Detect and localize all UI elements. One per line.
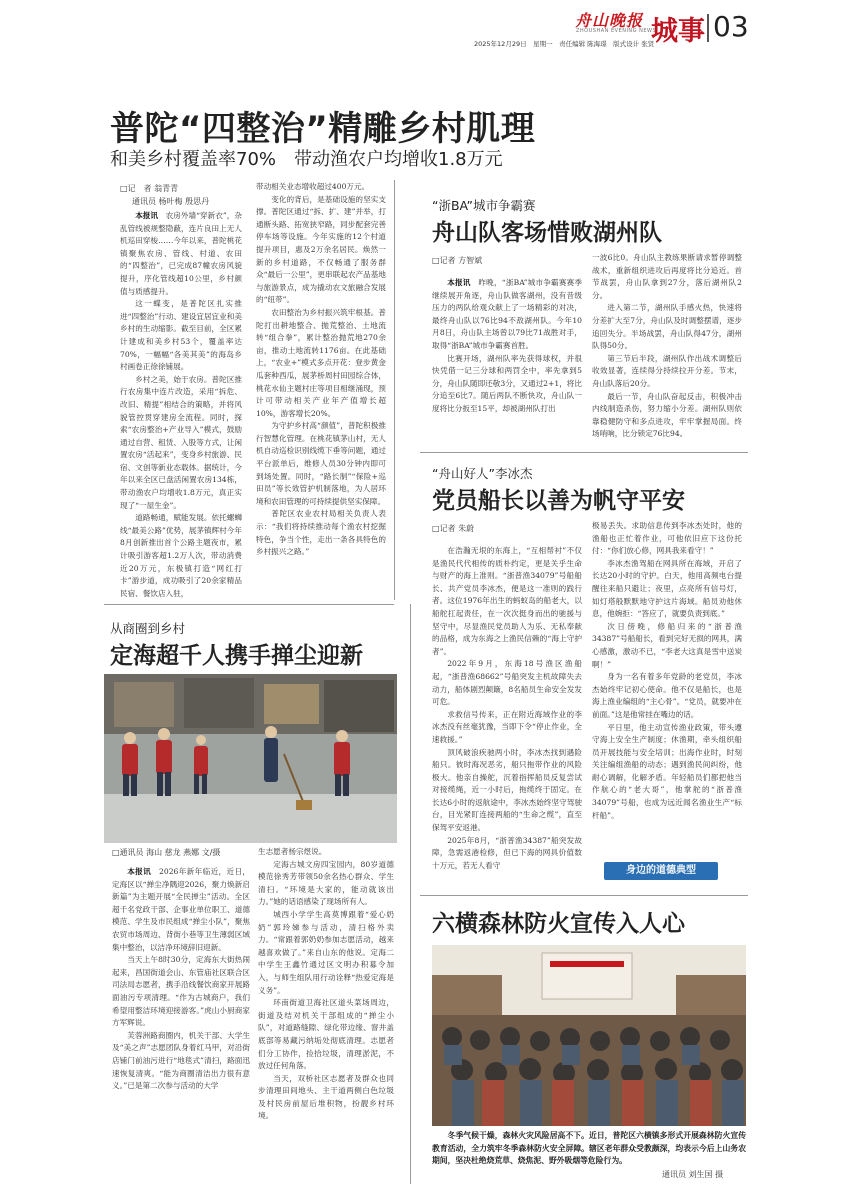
lead-headline: 普陀“四整治”精雕乡村肌理 xyxy=(110,109,536,149)
masthead-section-title: 城事 xyxy=(651,16,705,47)
ba-paragraph: 本报讯 昨晚，“浙BA”城市争霸赛赛季继续展开角逐，舟山队做客湖州，没有昔级压力的两队给观众献上了一场精彩的对决，最终舟山队以76比94不敌湖州队。今年10月8日，舟山队主场曾以79比71战胜对手，取得“浙BA”城市争霸赛首胜。 xyxy=(432,278,582,350)
ba-paragraph: 一波6比0。舟山队主教练果断请求暂停调整战术，重新组织进攻后再度将比分追近。首节战罢，舟山队拿到27分，落后湖州队2分。 xyxy=(592,253,742,300)
volunteer-paragraph: 当天，双桥社区志愿者及群众也同步清理田间地头、主干道两侧白色垃圾及村民房前屋后堆积物，扮靓乡村环境。 xyxy=(258,1073,394,1121)
volunteer-paragraph: 定海古城文房四宝园内，80岁道德模范徐秀芳带领50余名热心群众、学生清扫。“环境是大家的，能动就该出力。”她的话语感染了现场所有人。 xyxy=(258,859,394,907)
lead-column-2 xyxy=(256,181,386,601)
lead-byline-reporter: □记 者 翁青青 xyxy=(120,184,179,193)
party-kicker: “舟山好人”李冰杰 xyxy=(432,466,533,481)
divider-vertical-left xyxy=(394,180,395,600)
fire-credit: 通讯员 刘生国 摄 xyxy=(662,1170,724,1179)
party-paragraph: 求救信号传来，正在附近海域作业的李冰杰没有丝毫犹豫，当即下令“停止作业，全速救援。” xyxy=(432,709,582,744)
volunteer-kicker: 从商圈到乡村 xyxy=(110,621,186,636)
party-column-1 xyxy=(432,545,582,895)
volunteer-column-2 xyxy=(258,846,394,1181)
divider-horizontal-party xyxy=(420,895,748,896)
party-headline: 党员船长以善为帆守平安 xyxy=(432,488,685,514)
ba-column-2 xyxy=(592,252,742,447)
party-column-2 xyxy=(592,520,742,860)
lead-column-1 xyxy=(120,210,242,600)
party-byline: □记者 朱蔚 xyxy=(432,524,475,533)
party-paragraph: 2022年9月，东海18号渔区渔船起，“浙普渔68662”号船突发主机故障失去动力，船体剧烈颠簸，8名船员生命安全发发可危。 xyxy=(432,659,582,707)
lead-byline-correspondent: 通讯员 杨叶梅 殷思丹 xyxy=(132,197,210,206)
volunteer-paragraph: 生志愿者杨宗煜说。 xyxy=(258,847,327,856)
ba-paragraph: 进入第二节，湖州队手感火热，快速将分差扩大至7分，舟山队及时调整摆谱，逐步追回失分。半场战罢，舟山队得47分，湖州队得50分。 xyxy=(592,303,742,351)
volunteer-paragraph: 当天上午8时30分，定海东大街热闹起来，昌国街道会山、东管庙社区联合区司法局志愿者，携手沿线餐饮商家开展路面油污专项清理。“作为古城商户，我们希望用整洁环境迎接游客。”虎山小厨商家方军辉说。 xyxy=(112,955,250,1028)
volunteer-column-1 xyxy=(112,866,250,1181)
lead-paragraph: 普陀区农业农村局相关负责人表示：“我们将持续推动每个渔农村挖掘特色，争当个性，走出一条各具特色的乡村振兴之路。” xyxy=(256,509,386,557)
lead-byline xyxy=(120,182,240,208)
party-tag: 身边的道德典型 xyxy=(604,862,718,880)
ba-byline: □记者 方智斌 xyxy=(432,256,483,265)
fire-headline: 六横森林防火宣传入人心 xyxy=(432,911,685,937)
masthead-logo-en: ZHOUSHAN EVENING NEWS xyxy=(576,28,657,34)
party-paragraph: 李冰杰渔驾船在网具所在海域，开启了长达20小时的守护。白天，他用高频电台提醒往来船只避让；夜里，点亮所有信号灯，如灯塔般默默地守护这片海域。船员劝他休息，他婉拒：“答应了，就要负责到底。” xyxy=(592,558,742,619)
fire-photo-image xyxy=(432,945,746,1126)
ba-column-1 xyxy=(432,277,582,447)
lead-paragraph: 为守护乡村高“颜值”，普陀积极推行智慧化管理。在桃花镇茅山村，无人机自动巡检识别线缆下垂等问题，通过平台派单后，维修人员30分钟内即可到场处置。同时，“路长制”“保险+巡田员”等长效管护机制落地，为人居环境和农田管理的可持续提供坚实保障。 xyxy=(256,421,386,506)
lead-paragraph: 变化的背后，是基础设施的坚实支撑。普陀区通过“拆、扩、建”并举，打通断头路、拓宽狭窄路，同步配套完善停车场等设施。今年实施的12个村道提升项目，惠及2万余名居民。焕然一新的乡村道路，不仅畅通了服务群众“最后一公里”，更串联起农产品基地与旅游景点，成为撬动农文旅融合发展的“纽带”。 xyxy=(256,194,386,305)
divider-horizontal-ba xyxy=(420,452,748,453)
volunteer-photo xyxy=(104,674,397,843)
ba-paragraph: 第三节后半段，湖州队作出战术调整后收效显著，连续得分持续拉开分差。节末，舟山队落后20分。 xyxy=(592,353,742,388)
party-paragraph: 在浩瀚无垠的东海上，“互相帮衬”不仅是渔民代代相传的质朴约定，更是关乎生命与财产的海上准则。“浙普渔34079”号船船长、共产党员李冰杰，便是这一准则的践行者。这位1976年出生的蚂蚁岛的船老大，以船舵扛起责任，在一次次挺身而出的驰援与坚守中，尽显渔民党员助人为乐、无私奉献的品格，成为东海之上渔民信赖的“海上守护者”。 xyxy=(432,546,582,656)
masthead-separator xyxy=(707,14,709,42)
lead-paragraph: 本报讯 农房外墙“穿新衣”，杂乱管线被规整隐蔽，连片良田上无人机巡田穿梭……今年以来，普陀桃花镇聚焦农房、管线、村道、农田的“四整治”，已完成87幢农房风貌提升，序化管线超10公里，乡村颜值与质感提升。 xyxy=(120,211,242,296)
volunteer-paragraph: 城西小学学生高莫博跟着“爱心奶奶”郭玲娣参与活动，清扫格外卖力。“常跟着郭奶奶参加志愿活动，越来越喜欢做了。”来自山东的他说。定海二中学生王鑫竹通过区文明办积募令加入，与师生组队用行动诠释“热爱定海是义务”。 xyxy=(258,909,394,995)
party-paragraph: 身为一名有着多年党龄的老党员，李冰杰始终牢记初心使命。他不仅是船长，也是海上渔业编组的“主心骨”。“党员，就要冲在前面。”这是他常挂在嘴边的话。 xyxy=(592,672,742,719)
lead-paragraph: 带动相关业态增收超过400万元。 xyxy=(256,182,370,191)
masthead xyxy=(0,0,842,90)
volunteer-headline: 定海超千人携手掸尘迎新 xyxy=(110,643,363,669)
ba-kicker: “浙BA”城市争霸赛 xyxy=(432,198,536,213)
page-number: 03 xyxy=(713,10,749,43)
party-paragraph: 2025年8月，“浙普渔34387”船突发故障，急需返港检修，但已下海的网具价值数十万元，若无人看守 xyxy=(432,835,582,870)
party-paragraph: 平日里，他主动宣传渔业政策，带头遵守海上安全生产制度；休渔期，牵头组织船员开展技能与安全培训；出海作业时，时刻关注编组渔船的动态；遇到渔民间纠纷，他耐心调解，化解矛盾。年轻船员们都把他当作航心的“老大哥”，他掌舵的“浙普渔34079”号船，也成为远近闻名渔业生产“标杆船”。 xyxy=(592,722,742,820)
dateline-lead: 本报讯 xyxy=(447,278,471,287)
masthead-logo: 舟山晚报 xyxy=(575,11,644,30)
party-paragraph: 次日傍晚，修船归来的“浙普渔34387”号船船长，看到完好无损的网具，满心感激，激动不已，“李老大这真是雪中送炭啊！” xyxy=(592,621,742,669)
lead-paragraph: 这一蝶变，是普陀区扎实推进“四整治”行动、建设宜居宜业和美乡村的生动缩影。截至目前，全区累计建成和美乡村53个，覆盖率达70%，一幅幅“各美其美”的海岛乡村画卷正徐徐铺展。 xyxy=(120,299,242,372)
ba-paragraph: 最后一节，舟山队奋起反击，积极冲击内线制造杀伤，努力缩小分差。湖州队则依靠稳健防守和多点进攻，牢牢掌握局面。终场哨响，比分锁定76比94。 xyxy=(592,391,742,439)
volunteer-photo-image xyxy=(104,674,397,843)
ba-paragraph: 比赛开场，湖州队率先获得球权，并很快凭借一记三分球和两罚全中，率先拿到5分，舟山队随即还敬3分，又通过2+1，将比分追至6比7。随后两队不断快攻，舟山队一度将比分扳至15平，却被湖州队打出 xyxy=(432,353,582,413)
volunteer-paragraph: 环南街道卫海社区道头菜场周边，街道及结对机关干部组成的“掸尘小队”，对道路缝隙、绿化带边缘、窨井盖底部等易藏污纳垢处彻底清理。志愿者们分工协作，捡拾垃圾，清理淤泥，不放过任何角落。 xyxy=(258,998,394,1071)
ba-headline: 舟山队客场惜败湖州队 xyxy=(432,220,662,246)
party-paragraph: 极易丢失。求助信息传到李冰杰处时，他的渔船也正忙着作业，可他依旧应下这份托付：“你们放心修，网具我来看守！” xyxy=(592,521,742,556)
dateline-lead: 本报讯 xyxy=(127,867,152,876)
lead-paragraph: 道路畅通，赋能发展。依托螺蛳线“最美公路”优势，展茅镇辉村今年8月创新推出首个公路主题夜市，累计吸引游客超1.2万人次，带动消费近20万元，东极镇打造“网红打卡”游步道，成功吸引了20余家精品民宿、餐饮店入驻， xyxy=(120,513,242,598)
party-paragraph: 顶风破浪疾驰两小时，李冰杰找到遇险船只。彼时海况恶劣，船只拖带作业的风险极大。他亲自操舵，沉着指挥船员反复尝试对接缆绳，近一小时后，拖缆终于固定。在长达6小时的返航途中，李冰杰始终坚守驾驶台，目光紧盯连接两船的“生命之缆”，直至保驾平安返港。 xyxy=(432,747,582,833)
volunteer-paragraph: 芙蓉洲路商圈内，机关干部、大学生及“美之声”志愿团队身着红马甲，对沿街店铺门前油污进行“地毯式”清扫，路面迅速恢复清爽。“能为商圈清洁出力很有意义。”已是第二次参与活动的大学 xyxy=(112,1030,250,1091)
divider-vertical-lower xyxy=(410,604,411,1184)
dateline-lead: 本报讯 xyxy=(135,211,159,220)
fire-caption: 冬季气候干燥，森林火灾风险居高不下。近日，普陀区六横镇多形式开展森林防火宣传教育活动，全力筑牢冬季森林防火安全屏障。辖区老年群众受教颇深，均表示今后上山务农期间，坚决杜绝烧荒草、烧焦泥、野外吸烟等危险行为。 xyxy=(432,1131,746,1165)
masthead-date-line: 2025年12月29日 星期一 责任编辑 陈海璟 版式设计 张贤 xyxy=(474,40,655,48)
volunteer-photo-caption: □通讯员 海山 慈龙 燕娜 文/摄 xyxy=(112,848,221,857)
lead-paragraph: 乡村之美，始于农房。普陀区推行农房集中连片改造，采用“拆危、改旧、精提”相结合的策略，并将风貌管控贯穿建房全流程。同时，探索“农房整治+产业导入”模式，鼓励通过自营、租赁、入股等方式，让闲置农房“活起来”，变身乡村旅游、民宿、文创等新业态载体。据统计，今年以来全区已盘活闲置农房134栋，带动渔农户均增收1.8万元，真正实现了“一屋生金”。 xyxy=(120,374,242,510)
lead-subheadline: 和美乡村覆盖率70% 带动渔农户均增收1.8万元 xyxy=(110,149,503,170)
divider-horizontal-lead xyxy=(104,604,394,605)
lead-paragraph: 农田整治为乡村振兴筑牢根基。普陀打出耕地整合、抛荒整治、土地流转“组合拳”，累计整治抛荒地270余亩，推动土地流转1176亩。在此基础上，“农业+”模式多点开花：登步黄金瓜套种西瓜，展茅桥周村田园综合体，桃花水仙主题村庄等项目相继涌现，预计可带动相关产业年产值增长超10%，游客增长20%。 xyxy=(256,307,386,418)
volunteer-paragraph: 本报讯 2026年新年临近，近日，定海区以“掸尘净隅迎2026，聚力焕新启新篇”为主题开展“全民掸尘”活动。全区超千名党政干部、企事业单位职工、道德模范、学生及市民组成“掸尘小队”，聚焦农贸市场周边、背街小巷等卫生薄弱区域集中整治，以洁净环境辞旧迎新。 xyxy=(112,867,250,952)
fire-photo xyxy=(432,945,746,1126)
